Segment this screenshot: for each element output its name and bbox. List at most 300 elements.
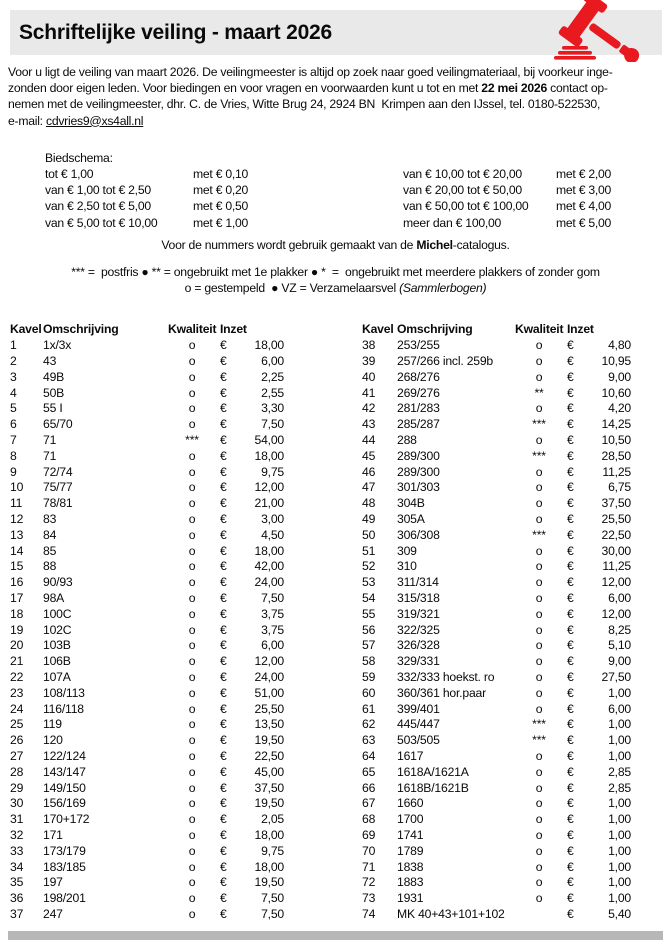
currency-symbol: € bbox=[220, 464, 227, 479]
lot-number: 64 bbox=[362, 748, 376, 763]
lot-description: 289/300 bbox=[397, 448, 440, 463]
lot-number: 12 bbox=[10, 512, 24, 526]
lot-number: 69 bbox=[362, 827, 376, 842]
lot-number: 20 bbox=[10, 638, 24, 653]
lot-price: 51,00 bbox=[254, 685, 284, 700]
lot-number: 10 bbox=[10, 480, 24, 495]
lot-number: 22 bbox=[10, 669, 24, 684]
currency-symbol: € bbox=[567, 385, 574, 400]
table-row bbox=[362, 591, 631, 607]
lot-number: 8 bbox=[10, 448, 17, 463]
lot-price: 30,00 bbox=[601, 543, 631, 558]
lot-description: 445/447 bbox=[397, 717, 440, 732]
intro-line-2: zonden door eigen leden. Voor biedingen en voor vragen en voorwaarden kunt u tot en met 22 mei 2026 contact op- bbox=[8, 81, 608, 96]
currency-symbol: € bbox=[567, 638, 574, 653]
lot-quality: o bbox=[188, 875, 196, 890]
table-row bbox=[362, 828, 631, 844]
lot-number: 28 bbox=[10, 764, 24, 779]
lot-quality: o bbox=[188, 748, 196, 763]
table-row bbox=[362, 386, 631, 402]
bid-range: van € 50,00 tot € 100,00 bbox=[403, 199, 529, 214]
lot-number: 35 bbox=[10, 875, 24, 890]
quality-legend bbox=[0, 264, 671, 296]
lot-description: 170+172 bbox=[43, 812, 90, 827]
lot-description: 322/325 bbox=[397, 622, 440, 637]
lot-number: 36 bbox=[10, 891, 24, 906]
lot-description: 71 bbox=[43, 448, 57, 463]
lot-quality: o bbox=[535, 796, 543, 811]
lot-price: 12,00 bbox=[601, 606, 631, 621]
lot-quality: o bbox=[188, 354, 196, 369]
lot-description: 1617 bbox=[397, 748, 424, 763]
table-row bbox=[10, 607, 284, 623]
lot-description: 1700 bbox=[397, 812, 424, 827]
table-row bbox=[10, 812, 284, 828]
lot-price: 21,00 bbox=[254, 496, 284, 511]
table-row bbox=[362, 686, 631, 702]
lot-quality: o bbox=[188, 638, 196, 653]
lot-quality: o bbox=[535, 748, 543, 763]
lot-price: 1,00 bbox=[608, 891, 631, 906]
table-row bbox=[362, 575, 631, 591]
lot-number: 21 bbox=[10, 654, 24, 669]
lot-quality: o bbox=[188, 543, 196, 558]
lot-number: 48 bbox=[362, 496, 376, 511]
lot-quality: o bbox=[535, 512, 543, 526]
lot-quality: o bbox=[188, 622, 196, 637]
table-row bbox=[362, 907, 631, 923]
lot-price: 1,00 bbox=[608, 827, 631, 842]
lot-quality: o bbox=[188, 812, 196, 827]
currency-symbol: € bbox=[220, 764, 227, 779]
currency-symbol: € bbox=[567, 906, 574, 921]
lot-price: 1,00 bbox=[608, 748, 631, 763]
lot-price: 19,50 bbox=[254, 796, 284, 811]
lot-price: 6,00 bbox=[608, 701, 631, 716]
lot-description: 1931 bbox=[397, 891, 424, 906]
currency-symbol: € bbox=[567, 354, 574, 369]
lot-number: 58 bbox=[362, 654, 376, 669]
lot-description: 143/147 bbox=[43, 764, 86, 779]
lot-description: 360/361 hor.paar bbox=[397, 685, 486, 700]
table-row bbox=[362, 417, 631, 433]
lot-number: 46 bbox=[362, 464, 376, 479]
currency-symbol: € bbox=[220, 385, 227, 400]
lot-price: 12,00 bbox=[601, 575, 631, 590]
lot-description: 43 bbox=[43, 354, 57, 369]
lot-price: 13,50 bbox=[254, 717, 284, 732]
deadline-date: 22 mei 2026 bbox=[481, 81, 547, 96]
lot-description: 281/283 bbox=[397, 401, 440, 416]
column-header-kavel: Kavel bbox=[362, 322, 394, 337]
lot-description: 257/266 incl. 259b bbox=[397, 354, 494, 369]
lot-quality: o bbox=[188, 590, 196, 605]
lot-price: 37,50 bbox=[601, 496, 631, 511]
lot-price: 9,00 bbox=[608, 369, 631, 384]
table-row bbox=[362, 670, 631, 686]
lot-price: 8,25 bbox=[608, 622, 631, 637]
lot-quality: o bbox=[535, 685, 543, 700]
lot-quality: *** bbox=[532, 417, 546, 432]
lot-number: 25 bbox=[10, 717, 24, 732]
lot-price: 18,00 bbox=[254, 448, 284, 463]
table-row bbox=[10, 891, 284, 907]
lot-number: 60 bbox=[362, 685, 376, 700]
lot-number: 29 bbox=[10, 780, 24, 795]
table-row bbox=[10, 401, 284, 417]
currency-symbol: € bbox=[220, 512, 227, 526]
table-row bbox=[362, 623, 631, 639]
table-row bbox=[10, 528, 284, 544]
lot-quality: o bbox=[535, 338, 543, 353]
bid-schema-row bbox=[45, 215, 671, 231]
currency-symbol: € bbox=[220, 859, 227, 874]
lot-price: 14,25 bbox=[601, 417, 631, 432]
lot-number: 15 bbox=[10, 559, 24, 574]
currency-symbol: € bbox=[567, 733, 574, 748]
lot-quality: o bbox=[188, 654, 196, 669]
lot-description: 1741 bbox=[397, 827, 424, 842]
table-row bbox=[362, 860, 631, 876]
lot-description: 1x/3x bbox=[43, 338, 72, 353]
currency-symbol: € bbox=[567, 764, 574, 779]
lot-price: 11,25 bbox=[602, 559, 631, 574]
lot-price: 28,50 bbox=[601, 448, 631, 463]
lot-quality: o bbox=[535, 812, 543, 827]
lot-number: 39 bbox=[362, 354, 376, 369]
lot-price: 4,80 bbox=[608, 338, 631, 353]
bid-step: met € 1,00 bbox=[193, 215, 249, 230]
currency-symbol: € bbox=[567, 622, 574, 637]
lot-quality: o bbox=[188, 701, 196, 716]
lot-description: 102C bbox=[43, 622, 72, 637]
lot-description: 247 bbox=[43, 906, 63, 921]
lot-description: 1883 bbox=[397, 875, 424, 890]
lot-price: 6,00 bbox=[261, 638, 284, 653]
lot-table-left bbox=[10, 322, 284, 922]
currency-symbol: € bbox=[567, 859, 574, 874]
table-row bbox=[10, 781, 284, 797]
currency-symbol: € bbox=[220, 575, 227, 590]
lot-quality: o bbox=[188, 906, 196, 921]
lot-description: 183/185 bbox=[43, 859, 86, 874]
currency-symbol: € bbox=[220, 891, 227, 906]
table-row bbox=[10, 733, 284, 749]
currency-symbol: € bbox=[567, 812, 574, 827]
lot-price: 3,00 bbox=[261, 512, 284, 526]
currency-symbol: € bbox=[567, 496, 574, 511]
footer-divider-bar bbox=[8, 931, 663, 940]
lot-description: 315/318 bbox=[397, 590, 440, 605]
currency-symbol: € bbox=[220, 606, 227, 621]
lot-quality bbox=[515, 907, 563, 923]
lot-description: 285/287 bbox=[397, 417, 440, 432]
lot-quality: o bbox=[188, 669, 196, 684]
table-row bbox=[10, 670, 284, 686]
currency-symbol: € bbox=[220, 401, 227, 416]
table-row bbox=[10, 544, 284, 560]
lot-description: 55 I bbox=[43, 401, 63, 416]
table-row bbox=[362, 765, 631, 781]
lot-quality: o bbox=[188, 843, 196, 858]
legend-line-2: o = gestempeld ● VZ = Verzamelaarsvel (Sammlerbogen) bbox=[184, 281, 487, 296]
column-header-kavel: Kavel bbox=[10, 322, 42, 337]
lot-price: 9,75 bbox=[261, 843, 284, 858]
table-row bbox=[10, 686, 284, 702]
currency-symbol: € bbox=[567, 701, 574, 716]
lot-quality: o bbox=[535, 590, 543, 605]
intro-line-4 bbox=[8, 113, 663, 129]
table-row bbox=[10, 512, 284, 528]
lot-description: 122/124 bbox=[43, 748, 86, 763]
lot-quality: o bbox=[188, 369, 196, 384]
intro-line-1: Voor u ligt de veiling van maart 2026. De veilingmeester is altijd op zoek naar goed veilingmateriaal, bij voorkeur inge- bbox=[8, 65, 613, 79]
intro-paragraph bbox=[8, 64, 663, 129]
lot-quality: o bbox=[535, 496, 543, 511]
table-row bbox=[362, 496, 631, 512]
lot-quality: o bbox=[535, 575, 543, 590]
lot-price: 1,00 bbox=[608, 812, 631, 827]
table-header-row bbox=[10, 322, 284, 338]
intro-line-3: nemen met de veilingmeester, dhr. C. de Vries, Witte Brug 24, 2924 BN Krimpen aan den IJssel, tel. 0180-522530, bbox=[8, 97, 601, 112]
lot-description: 83 bbox=[43, 512, 57, 526]
currency-symbol: € bbox=[567, 480, 574, 495]
lot-price: 18,00 bbox=[254, 338, 284, 353]
lot-price: 9,00 bbox=[608, 654, 631, 669]
bid-range: van € 20,00 tot € 50,00 bbox=[403, 183, 522, 198]
currency-symbol: € bbox=[567, 891, 574, 906]
lot-quality: o bbox=[535, 401, 543, 416]
lot-quality: o bbox=[535, 433, 543, 448]
lot-description: 329/331 bbox=[397, 654, 440, 669]
lot-description: 332/333 hoekst. ro bbox=[397, 669, 495, 684]
lot-number: 73 bbox=[362, 891, 376, 906]
lot-price: 1,00 bbox=[608, 796, 631, 811]
lot-quality: o bbox=[535, 464, 543, 479]
lot-number: 23 bbox=[10, 685, 24, 700]
bid-schema-row bbox=[45, 182, 671, 198]
lot-quality: *** bbox=[532, 717, 546, 732]
lot-price: 2,25 bbox=[261, 369, 284, 384]
email-link[interactable]: cdvries9@xs4all.nl bbox=[45, 113, 144, 128]
table-row bbox=[362, 844, 631, 860]
currency-symbol: € bbox=[220, 812, 227, 827]
currency-symbol: € bbox=[567, 575, 574, 590]
lot-quality: o bbox=[188, 385, 196, 400]
lot-price: 24,00 bbox=[254, 669, 284, 684]
lot-quality: o bbox=[535, 606, 543, 621]
lot-price: 6,75 bbox=[608, 480, 631, 495]
table-row bbox=[362, 749, 631, 765]
table-row bbox=[362, 812, 631, 828]
currency-symbol: € bbox=[567, 433, 574, 448]
lot-description: 75/77 bbox=[43, 480, 73, 495]
lot-number: 53 bbox=[362, 575, 376, 590]
lot-number: 9 bbox=[10, 464, 17, 479]
bid-schema-heading: Biedschema: bbox=[45, 150, 113, 165]
lot-price: 18,00 bbox=[254, 543, 284, 558]
bid-schema bbox=[45, 150, 671, 231]
lot-number: 61 bbox=[362, 701, 376, 716]
lot-number: 71 bbox=[362, 859, 376, 874]
bid-step: met € 0,50 bbox=[193, 199, 249, 214]
currency-symbol: € bbox=[220, 796, 227, 811]
table-row bbox=[362, 781, 631, 797]
table-row bbox=[362, 559, 631, 575]
lot-number: 56 bbox=[362, 622, 376, 637]
lot-number: 62 bbox=[362, 717, 376, 732]
table-row bbox=[362, 465, 631, 481]
table-row bbox=[362, 654, 631, 670]
lot-description: 78/81 bbox=[43, 496, 73, 511]
table-row bbox=[10, 796, 284, 812]
table-row bbox=[10, 575, 284, 591]
lot-description: 1789 bbox=[397, 843, 424, 858]
currency-symbol: € bbox=[567, 559, 574, 574]
bid-step: met € 3,00 bbox=[556, 183, 612, 198]
lot-description: 106B bbox=[43, 654, 71, 669]
catalog-name: Michel bbox=[416, 237, 453, 252]
lot-number: 40 bbox=[362, 369, 376, 384]
column-header-kwaliteit: Kwaliteit bbox=[515, 322, 564, 337]
lot-price: 10,95 bbox=[601, 354, 631, 369]
currency-symbol: € bbox=[567, 338, 574, 353]
currency-symbol: € bbox=[220, 748, 227, 763]
lot-number: 54 bbox=[362, 590, 376, 605]
table-header-row bbox=[362, 322, 631, 338]
lot-number: 66 bbox=[362, 780, 376, 795]
table-row bbox=[362, 638, 631, 654]
lot-price: 2,05 bbox=[261, 812, 284, 827]
table-row bbox=[362, 433, 631, 449]
lot-price: 25,50 bbox=[254, 701, 284, 716]
lot-quality: o bbox=[535, 780, 543, 795]
lot-price: 42,00 bbox=[254, 559, 284, 574]
lot-description: 306/308 bbox=[397, 527, 440, 542]
table-row bbox=[362, 338, 631, 354]
currency-symbol: € bbox=[567, 527, 574, 542]
lot-number: 4 bbox=[10, 385, 17, 400]
lot-description: 309 bbox=[397, 543, 417, 558]
table-row bbox=[362, 449, 631, 465]
lot-quality: o bbox=[535, 543, 543, 558]
currency-symbol: € bbox=[220, 906, 227, 921]
lot-number: 47 bbox=[362, 480, 376, 495]
lot-price: 7,50 bbox=[261, 417, 284, 432]
lot-quality: o bbox=[535, 354, 543, 369]
table-row bbox=[362, 702, 631, 718]
lot-quality: o bbox=[188, 764, 196, 779]
lot-price: 22,50 bbox=[601, 527, 631, 542]
lot-description: 90/93 bbox=[43, 575, 73, 590]
table-row bbox=[10, 480, 284, 496]
lot-price: 12,00 bbox=[254, 480, 284, 495]
lot-description: MK 40+43+101+102 bbox=[397, 906, 505, 921]
lot-quality: o bbox=[188, 685, 196, 700]
currency-symbol: € bbox=[567, 448, 574, 463]
table-row bbox=[10, 654, 284, 670]
table-row bbox=[362, 796, 631, 812]
lot-quality: o bbox=[535, 480, 543, 495]
table-row bbox=[362, 512, 631, 528]
table-row bbox=[10, 465, 284, 481]
currency-symbol: € bbox=[220, 780, 227, 795]
lot-price: 10,50 bbox=[601, 433, 631, 448]
currency-symbol: € bbox=[220, 433, 227, 448]
legend-line-1: *** = postfris ● ** = ongebruikt met 1e plakker ● * = ongebruikt met meerdere plakkers of zonder gom bbox=[71, 265, 600, 280]
lot-quality: o bbox=[535, 701, 543, 716]
bid-step: met € 5,00 bbox=[556, 215, 612, 230]
lot-description: 149/150 bbox=[43, 780, 86, 795]
currency-symbol: € bbox=[220, 622, 227, 637]
lot-description: 305A bbox=[397, 512, 425, 526]
lot-description: 253/255 bbox=[397, 338, 440, 353]
lot-price: 54,00 bbox=[254, 433, 284, 448]
lot-description: 289/300 bbox=[397, 464, 440, 479]
currency-symbol: € bbox=[220, 543, 227, 558]
lot-number: 42 bbox=[362, 401, 376, 416]
table-row bbox=[362, 875, 631, 891]
lot-number: 2 bbox=[10, 354, 17, 369]
lot-number: 65 bbox=[362, 764, 376, 779]
lot-quality: o bbox=[535, 559, 543, 574]
lot-price: 11,25 bbox=[602, 464, 631, 479]
lot-quality: o bbox=[535, 669, 543, 684]
currency-symbol: € bbox=[220, 338, 227, 353]
lot-price: 12,00 bbox=[254, 654, 284, 669]
lot-quality: o bbox=[188, 780, 196, 795]
lot-quality: o bbox=[188, 859, 196, 874]
bid-step: met € 0,10 bbox=[193, 167, 249, 182]
table-row bbox=[10, 433, 284, 449]
table-row bbox=[362, 480, 631, 496]
bid-range: van € 1,00 tot € 2,50 bbox=[45, 183, 151, 198]
currency-symbol: € bbox=[220, 527, 227, 542]
lot-number: 32 bbox=[10, 827, 24, 842]
currency-symbol: € bbox=[220, 701, 227, 716]
lot-description: 72/74 bbox=[43, 464, 73, 479]
lot-description: 301/303 bbox=[397, 480, 440, 495]
lot-quality: o bbox=[188, 827, 196, 842]
lot-quality: o bbox=[188, 733, 196, 748]
bid-range: tot € 1,00 bbox=[45, 167, 94, 182]
lot-description: 116/118 bbox=[43, 701, 84, 716]
lot-quality: o bbox=[188, 559, 196, 574]
lot-description: 311/314 bbox=[397, 575, 439, 590]
lot-description: 119 bbox=[43, 717, 62, 732]
currency-symbol: € bbox=[220, 354, 227, 369]
currency-symbol: € bbox=[567, 685, 574, 700]
table-row bbox=[10, 875, 284, 891]
lot-description: 173/179 bbox=[43, 843, 86, 858]
currency-symbol: € bbox=[220, 417, 227, 432]
lot-price: 3,75 bbox=[261, 606, 284, 621]
table-row bbox=[10, 749, 284, 765]
lot-number: 51 bbox=[362, 543, 376, 558]
lot-price: 24,00 bbox=[254, 575, 284, 590]
lot-quality: *** bbox=[185, 433, 199, 448]
lot-number: 24 bbox=[10, 701, 24, 716]
table-row bbox=[10, 717, 284, 733]
lot-number: 41 bbox=[362, 385, 376, 400]
lot-quality: o bbox=[535, 875, 543, 890]
lot-price: 22,50 bbox=[254, 748, 284, 763]
lot-price: 9,75 bbox=[261, 464, 284, 479]
column-header-inzet: Inzet bbox=[567, 322, 594, 337]
table-row bbox=[10, 449, 284, 465]
lot-description: 304B bbox=[397, 496, 425, 511]
currency-symbol: € bbox=[567, 748, 574, 763]
